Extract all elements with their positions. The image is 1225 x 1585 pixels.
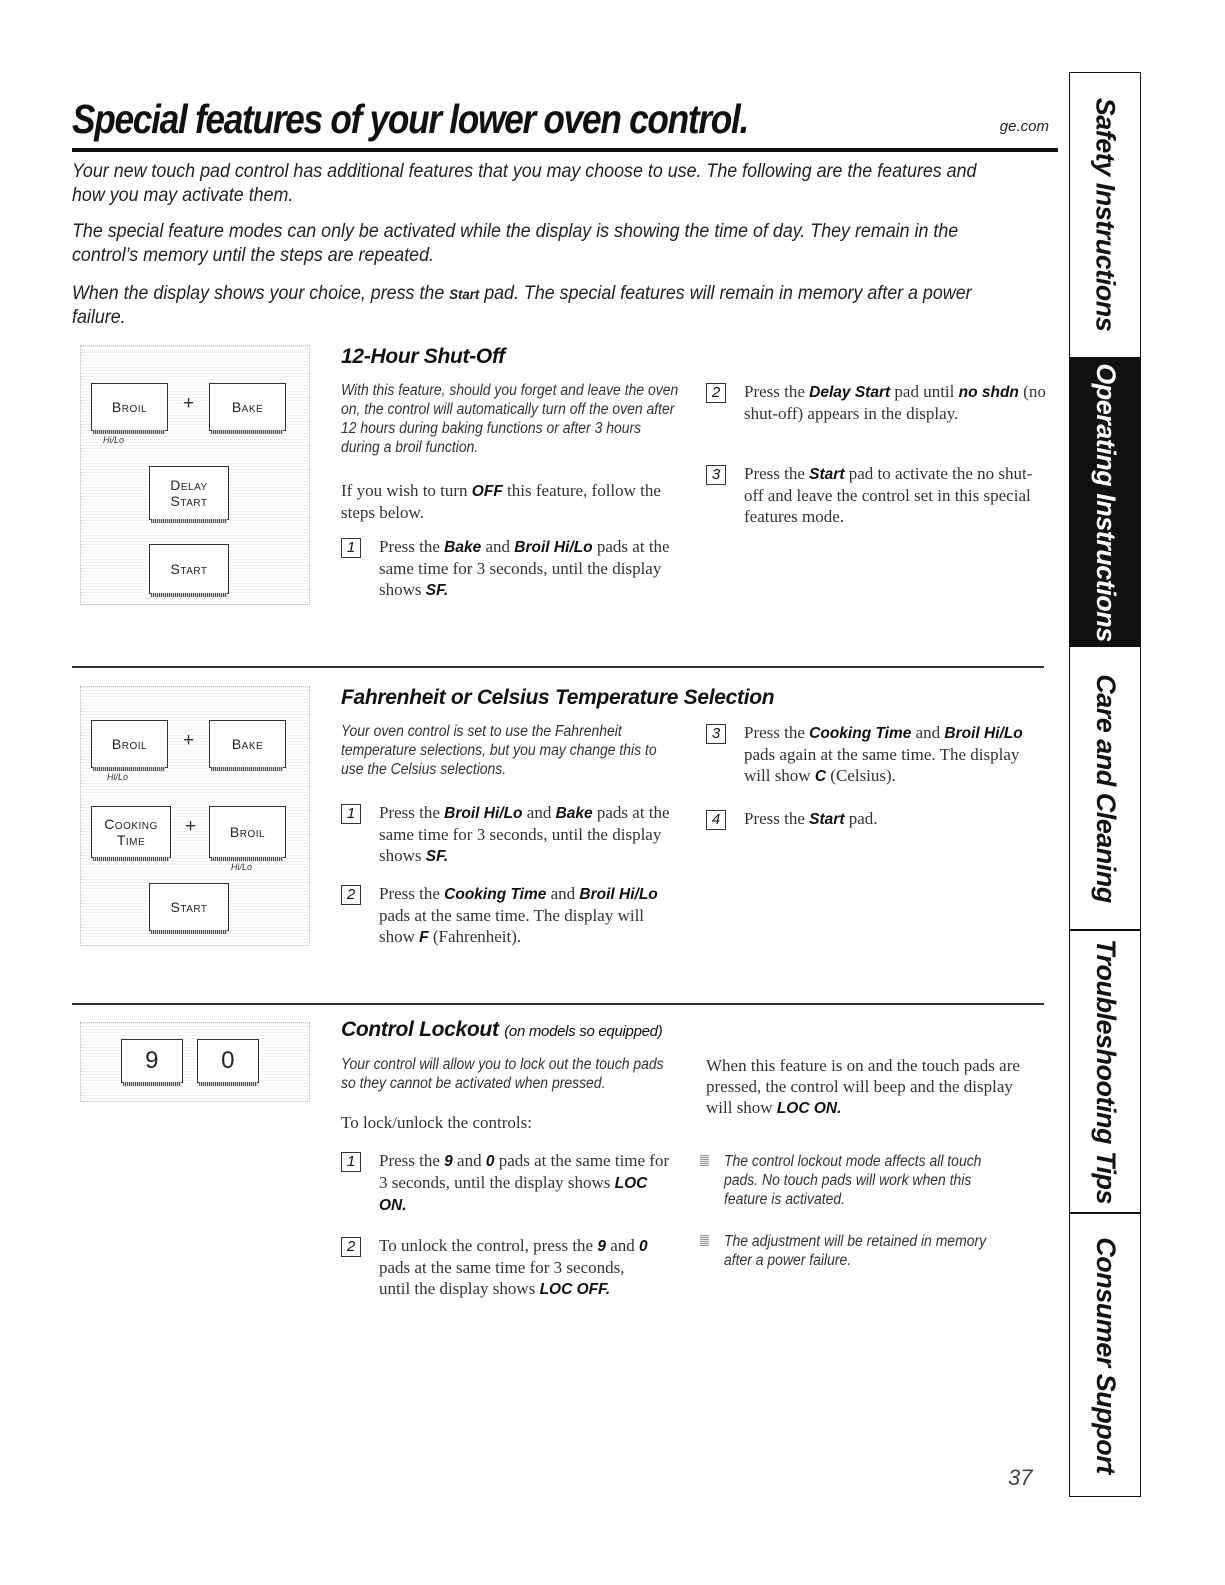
intro-paragraph-3: When the display shows your choice, press the Start pad. The special features will remain in memory after a power failure.: [72, 283, 972, 328]
bullet-icon: [700, 1155, 709, 1166]
step-number: 3: [706, 724, 726, 744]
tab-operating-instructions[interactable]: Operating Instructions: [1069, 357, 1141, 647]
section-title-temperature: Fahrenheit or Celsius Temperature Selection: [341, 686, 775, 709]
cooking-time-key: Cooking Time: [91, 806, 171, 858]
temperature-note: Your oven control is set to use the Fahrenheit temperature selections, but you may change this to use the Celsius selections.: [341, 723, 657, 778]
intro-paragraph-1: Your new touch pad control has additional features that you may choose to use. The following are the features and how you may activate them.: [72, 161, 977, 206]
temp-step-2: 2 Press the Cooking Time and Broil Hi/Lo pads at the same time. The display will show F (Fahrenheit).: [341, 883, 671, 948]
plus-sign: +: [185, 816, 197, 837]
plus-sign: +: [183, 393, 195, 414]
key-shade: [199, 1082, 257, 1086]
tab-troubleshooting-tips[interactable]: Troubleshooting Tips: [1090, 939, 1121, 1204]
key-shade: [211, 857, 283, 861]
step-number: 1: [341, 538, 361, 558]
shutoff-step-1: 1 Press the Bake and Broil Hi/Lo pads at the same time for 3 seconds, until the display shows SF.: [341, 536, 681, 601]
step-number: 2: [341, 885, 361, 905]
key-shade: [151, 593, 227, 597]
bullet-icon: [700, 1235, 709, 1246]
shutoff-body: If you wish to turn OFF this feature, follow the steps below.: [341, 481, 661, 522]
key-shade: [123, 1082, 181, 1086]
lockout-step-2: 2 To unlock the control, press the 9 and 0 pads at the same time for 3 seconds, until the display shows LOC OFF.: [341, 1235, 651, 1300]
key-shade: [151, 930, 227, 934]
page-title: Special features of your lower oven control.: [72, 96, 749, 142]
broil-key: Broil: [209, 806, 286, 858]
lockout-bullet-2: The adjustment will be retained in memory after a power failure.: [700, 1232, 1030, 1270]
delay-start-key: Delay Start: [149, 466, 229, 520]
zero-key: 0: [197, 1039, 259, 1083]
title-rule: [72, 148, 1058, 152]
bake-key: Bake: [209, 383, 286, 431]
lockout-bullet-1: The control lockout mode affects all touch pads. No touch pads will work when this feature is activated.: [700, 1152, 1030, 1209]
shutoff-step-3: 3 Press the Start pad to activate the no shut-off and leave the control set in this special features mode.: [706, 463, 1046, 527]
plus-sign: +: [183, 730, 195, 751]
bake-key: Bake: [209, 720, 286, 768]
temp-keypad-illustration: [80, 686, 310, 946]
lockout-body: To lock/unlock the controls:: [341, 1113, 532, 1132]
step-number: 1: [341, 804, 361, 824]
key-shade: [211, 430, 283, 434]
broil-key: Broil: [91, 720, 168, 768]
shutoff-step-2: 2 Press the Delay Start pad until no shdn (no shut-off) appears in the display.: [706, 381, 1046, 424]
site-link: ge.com: [999, 118, 1049, 135]
key-shade: [151, 519, 227, 523]
section-title-lockout: Control Lockout (on models so equipped): [341, 1018, 663, 1041]
key-shade: [93, 767, 165, 771]
key-shade: [211, 767, 283, 771]
shutoff-note: With this feature, should you forget and leave the oven on, the control will automatically turn off the oven after 12 hours during baking functions or after 3 hours during a broil function.: [341, 382, 679, 456]
lockout-keypad-illustration: [80, 1022, 310, 1102]
tab-consumer-support[interactable]: Consumer Support: [1090, 1236, 1121, 1474]
intro-paragraph-2: The special feature modes can only be activated while the display is showing the time of day. They remain in the control’s memory until the steps are repeated.: [72, 221, 959, 266]
hilo-label: Hi/Lo: [107, 772, 129, 782]
tab-care-and-cleaning[interactable]: Care and Cleaning: [1090, 674, 1121, 903]
key-shade: [93, 430, 165, 434]
step-number: 3: [706, 465, 726, 485]
page-number: 37: [1008, 1465, 1033, 1490]
temp-step-3: 3 Press the Cooking Time and Broil Hi/Lo pads again at the same time. The display will show C (Celsius).: [706, 722, 1046, 787]
hilo-label: Hi/Lo: [231, 862, 253, 872]
section-divider: [72, 666, 1044, 668]
step-number: 2: [706, 383, 726, 403]
temp-step-4: 4 Press the Start pad.: [706, 808, 1046, 830]
step-number: 4: [706, 810, 726, 830]
hilo-label: Hi/Lo: [103, 435, 125, 445]
section-divider: [72, 1003, 1044, 1005]
temp-step-1: 1 Press the Broil Hi/Lo and Bake pads at the same time for 3 seconds, until the display shows SF.: [341, 802, 671, 867]
shutoff-keypad-illustration: [80, 345, 310, 605]
lockout-right-body: When this feature is on and the touch pads are pressed, the control will beep and the display will show LOC ON.: [706, 1056, 1020, 1117]
step-number: 1: [341, 1152, 361, 1172]
start-key: Start: [149, 883, 229, 931]
broil-key: Broil: [91, 383, 168, 431]
lockout-note: Your control will allow you to lock out the touch pads so they cannot be activated when pressed.: [341, 1056, 664, 1092]
key-shade: [93, 857, 169, 861]
nine-key: 9: [121, 1039, 183, 1083]
start-key: Start: [149, 544, 229, 594]
lockout-step-1: 1 Press the 9 and 0 pads at the same time for 3 seconds, until the display shows LOC ON.: [341, 1150, 671, 1216]
step-number: 2: [341, 1237, 361, 1257]
tab-safety-instructions[interactable]: Safety Instructions: [1090, 97, 1121, 332]
section-title-shutoff: 12-Hour Shut-Off: [341, 345, 505, 368]
